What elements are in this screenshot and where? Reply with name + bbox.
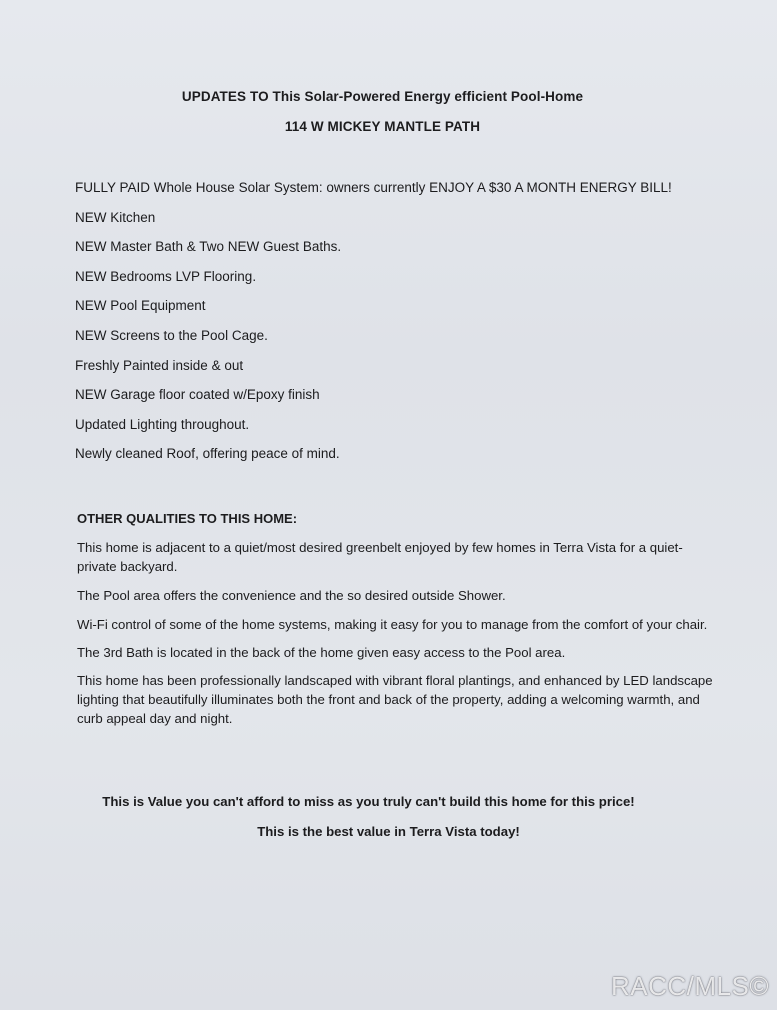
- closing-tagline: This is the best value in Terra Vista today!: [257, 824, 520, 839]
- update-item: NEW Bedrooms LVP Flooring.: [75, 268, 257, 284]
- update-item: NEW Master Bath & Two NEW Guest Baths.: [75, 239, 342, 255]
- update-item: Updated Lighting throughout.: [75, 416, 250, 432]
- update-item: NEW Pool Equipment: [75, 298, 206, 314]
- quality-item: The 3rd Bath is located in the back of the home given easy access to the Pool area.: [77, 645, 566, 660]
- quality-item: The Pool area offers the convenience and the so desired outside Shower.: [77, 588, 506, 603]
- update-item: NEW Kitchen: [75, 209, 156, 225]
- update-item: Freshly Painted inside & out: [75, 357, 244, 373]
- closing-statement: This is Value you can't afford to miss as you truly can't build this home for this price!: [102, 794, 635, 809]
- qualities-heading: OTHER QUALITIES TO THIS HOME:: [77, 511, 298, 526]
- update-item: NEW Garage floor coated w/Epoxy finish: [75, 387, 320, 403]
- quality-item: Wi-Fi control of some of the home systems, making it easy for you to manage from the comfort of your chair.: [77, 617, 708, 632]
- update-item: NEW Screens to the Pool Cage.: [75, 327, 268, 343]
- quality-item: This home is adjacent to a quiet/most desired greenbelt enjoyed by few homes in Terra Vista for a quiet-private backyard.: [77, 540, 683, 574]
- mls-watermark: RACC/MLS©: [610, 971, 769, 1001]
- property-address: 114 W MICKEY MANTLE PATH: [284, 119, 481, 134]
- update-item: Newly cleaned Roof, offering peace of mind.: [75, 446, 340, 462]
- update-item: FULLY PAID Whole House Solar System: owners currently ENJOY A $30 A MONTH ENERGY BILL!: [75, 180, 672, 195]
- qualities-list: [77, 538, 717, 728]
- document-title: UPDATES TO This Solar-Powered Energy efficient Pool-Home: [181, 89, 584, 104]
- quality-item: This home has been professionally landscaped with vibrant floral plantings, and enhanced by LED landscape lighting that beautifully illuminates both the front and back of the property, adding a welcoming warmth, and curb appeal day and night.: [77, 673, 713, 726]
- updates-list: [75, 179, 735, 475]
